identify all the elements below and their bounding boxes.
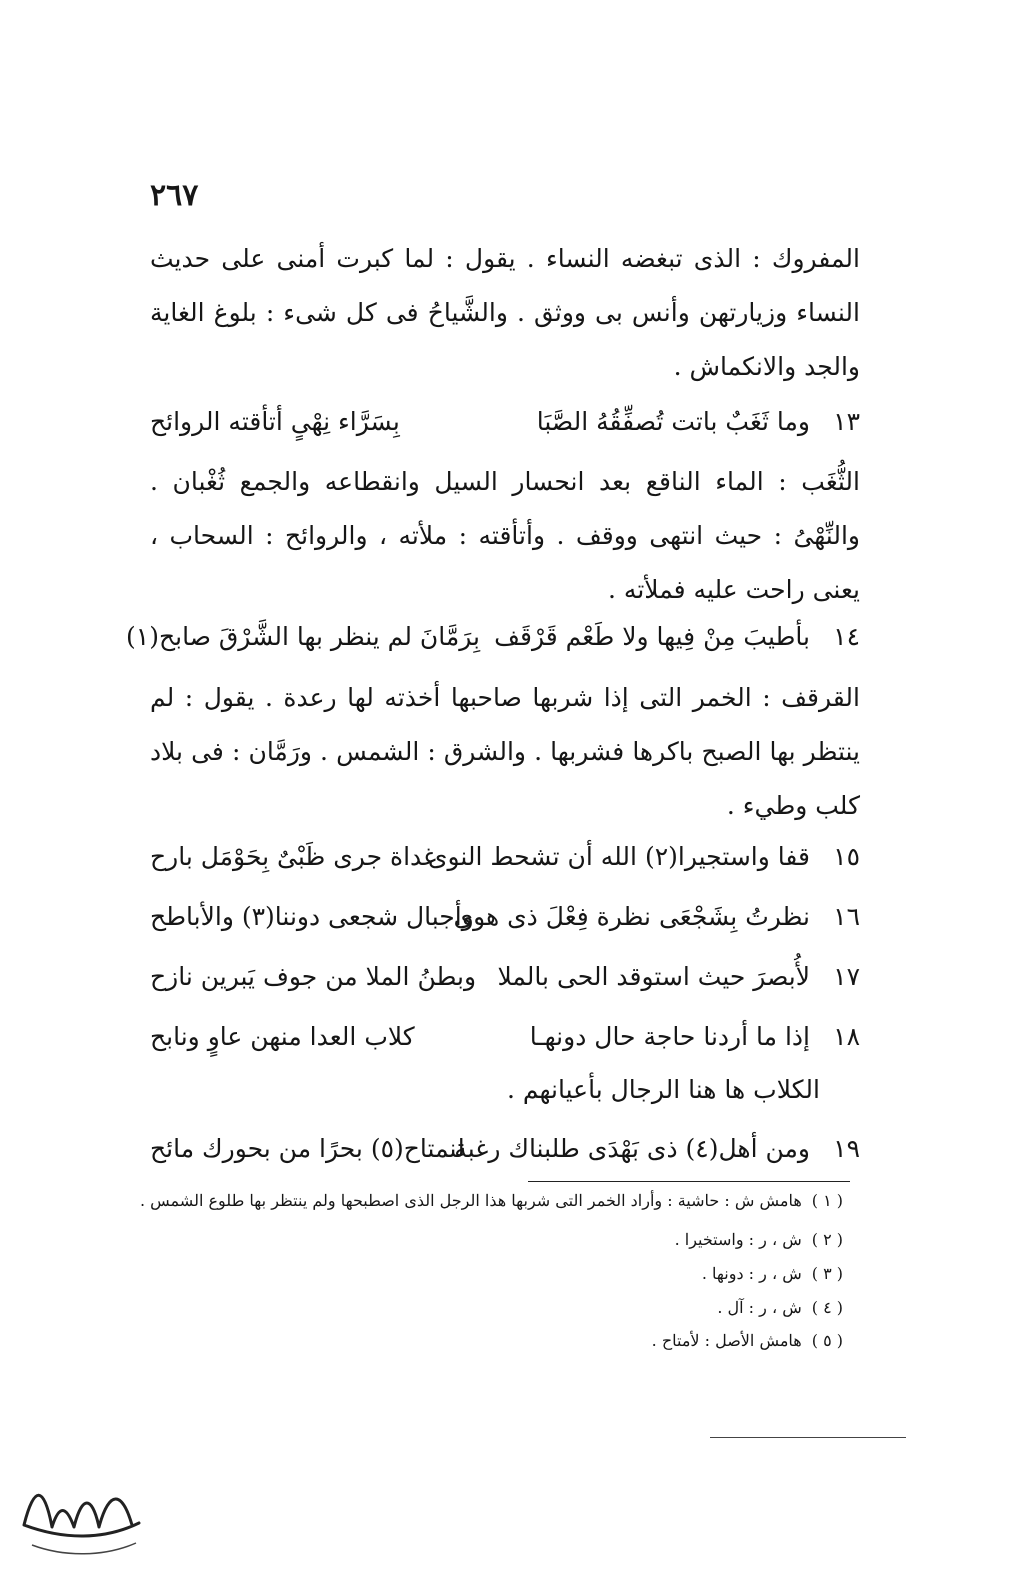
verse-first-hemistich: بأطيبَ مِنْ فِيها ولا طَعْم قَرْقَف [494,622,810,651]
footnote-text: هامش الأصل : لأمتاح . [651,1331,802,1350]
page-number: ٢٦٧ [150,178,199,213]
footnote-number: ( ٥ ) [811,1331,843,1350]
footnote-text: ش ، ر : واستخيرا . [674,1230,802,1249]
calligraphy-logo [4,1445,154,1585]
verse-number: ١٤ [833,622,860,651]
footnote-number: ( ١ ) [811,1191,843,1210]
verse-first-hemistich: وما ثَغَبٌ باتت تُصفِّقُهُ الصَّبَا [536,407,810,436]
footnote-number: ( ٢ ) [811,1230,843,1249]
verse-number: ١٥ [833,842,860,871]
footnote [702,1262,843,1286]
commentary-paragraph: القرقف : الخمر التى إذا شربها صاحبها أخذته لها رعدة . يقول : لم ينتظر بها الصبح باكرها فشربها . والشرق : الشمس . ورَمَّان : فى بلاد كلب وطيء . [150,683,860,820]
verse-first-hemistich: نظرتُ بِشَجْعَى نظرة فِعْلَ ذى هوى [453,902,810,931]
verse-line [150,952,860,1002]
verse-second-hemistich: بِسَرَّاء نِهْىٍ أتأقته الروائح [150,407,400,436]
verse-line [126,612,860,662]
verse-number: ١٨ [833,1022,860,1051]
footnote-text: ش ، ر : آل . [717,1298,802,1317]
verse-first-hemistich: قفا واستجيرا(٢) الله أن تشحط النوى [427,842,810,871]
verse-number: ١٩ [833,1134,860,1163]
verse-first-hemistich: إذا ما أردنا حاجة حال دونهـا [529,1022,810,1051]
verse-number: ١٦ [833,902,860,931]
footnote [717,1296,843,1320]
commentary-text: الكلاب ها هنا الرجال بأعيانهم . [506,1075,820,1104]
footnote-text: ش ، ر : دونها . [701,1264,802,1283]
commentary-paragraph: المفروك : الذى تبغضه النساء . يقول : لما كبرت أمنى على حديث النساء وزيارتهن وأنس بى ووثق . والشَّياحُ فى كل شىء : بلوغ الغاية والجد والانكماش . [150,244,860,381]
verse-line [150,1124,860,1174]
footnote-text: هامش ش : حاشية : وأراد الخمر التى شربها هذا الرجل الذى اصطبحها ولم ينتظر بها طلوع الشمس . [139,1191,802,1210]
verse-number: ١٧ [833,962,860,991]
verse-number: ١٣ [833,407,860,436]
bottom-rule [710,1437,906,1438]
verse-second-hemistich: بِرَمَّانَ لم ينظر بها الشَّرْقَ صابح(١) [126,622,480,651]
verse-second-hemistich: لنمتاح(٥) بحرًا من بحورك مائح [150,1134,465,1163]
footnote [675,1228,843,1252]
footnote-number: ( ٤ ) [811,1298,843,1317]
verse-second-hemistich: وأجبال شجعى دوننا(٣) والأباطح [150,902,474,931]
footnote [140,1189,843,1213]
verse-line [150,832,860,882]
footnote-separator [528,1181,850,1182]
verse-line [150,1012,860,1062]
verse-line [150,397,860,447]
verse-second-hemistich: غداة جرى ظَبْىٌ بِحَوْمَل بارح [150,842,437,871]
footnote [652,1329,843,1353]
verse-line [150,892,860,942]
verse-first-hemistich: لأُبصرَ حيث استوقد الحى بالملا [497,962,810,991]
verse-second-hemistich: كلاب العدا منهن عاوٍ ونابح [150,1022,415,1051]
commentary-paragraph: الثُّغَب : الماء الناقع بعد انحسار السيل وانقطاعه والجمع ثُغْبان . والنِّهْىُ : حيث انتهى ووقف . وأتأقته : ملأته ، والروائح : السحاب ، يعنى راحت عليه فملأته . [150,467,860,604]
verse-first-hemistich: ومن أهل(٤) ذى بَهْدَى طلبناك رغبة [454,1134,810,1163]
footnote-number: ( ٣ ) [811,1264,843,1283]
verse-second-hemistich: وبطنُ الملا من جوف يَبرين نازح [150,962,477,991]
commentary-paragraph [150,1063,860,1117]
